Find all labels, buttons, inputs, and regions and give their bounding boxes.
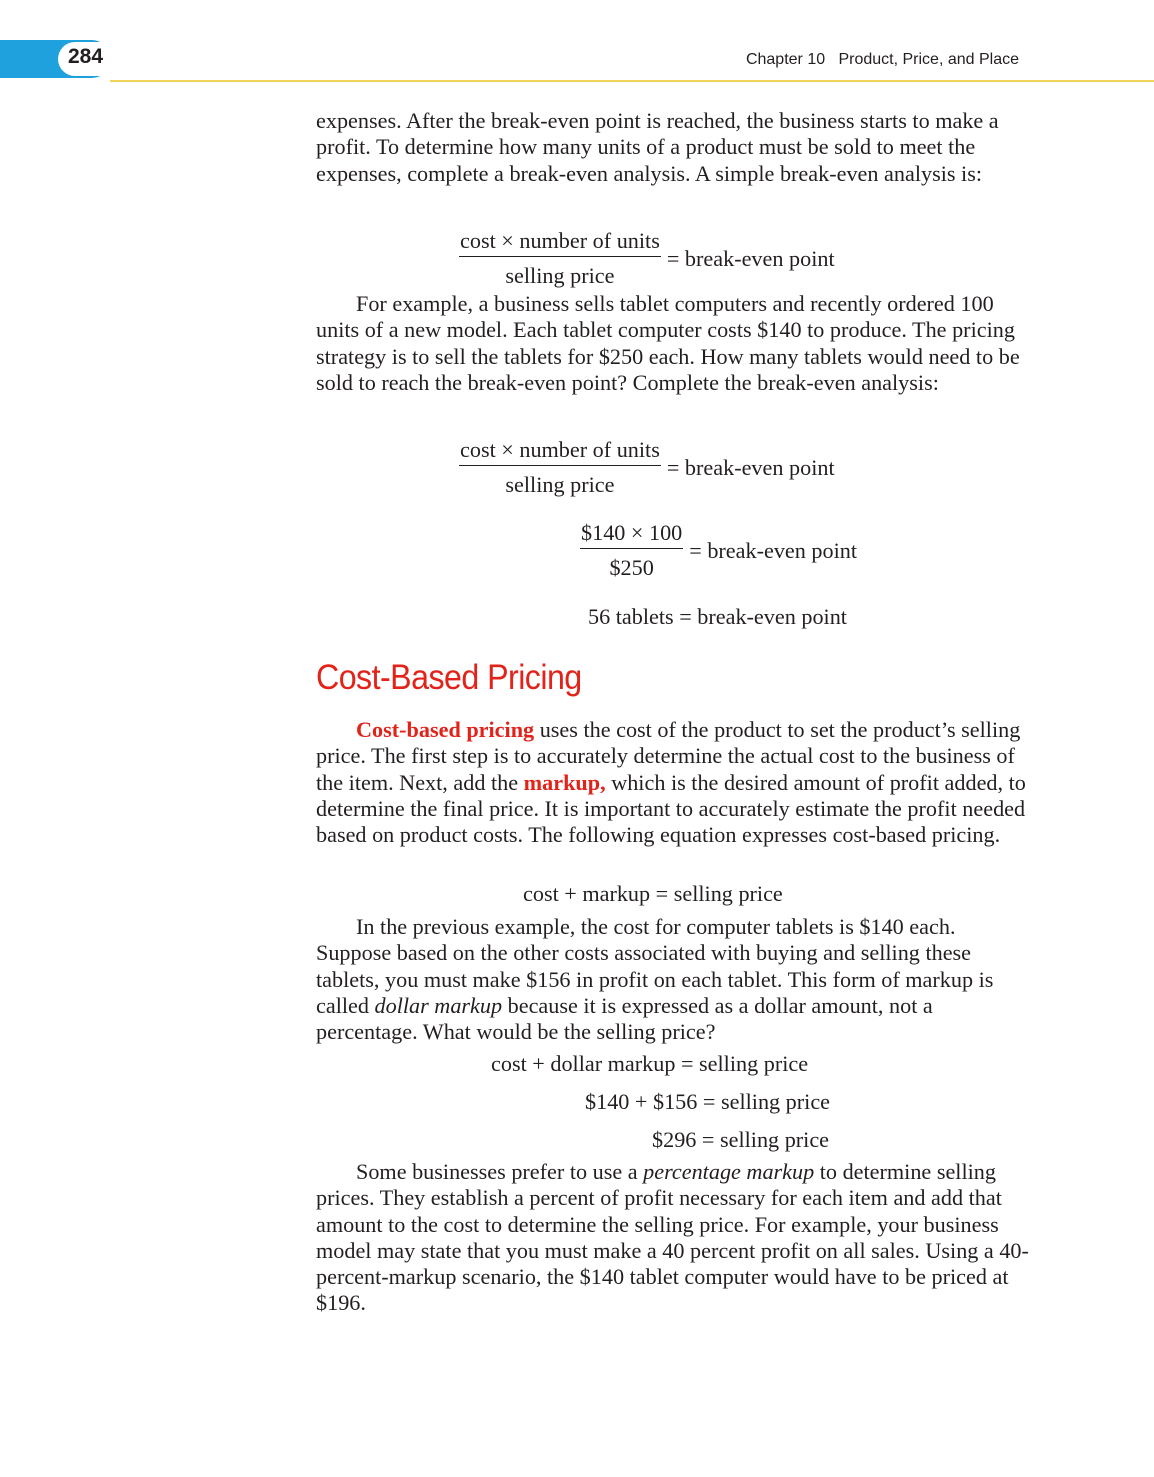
running-head: Chapter 10 Product, Price, and Place: [745, 51, 1019, 68]
paragraph-5-text-2: to determine selling prices. They establish a percent of profit necessary for each item and add that amount to the cost to determine the selling price. For example, your business model may state that you must make a 40 percent profit on all sales. Using a 40-percent-markup scenario, the $140 tablet computer would have to be priced at $196.: [316, 1159, 1029, 1316]
equation-rhs: = break-even point: [666, 454, 835, 480]
paragraph-4-text-1: In the previous example, the cost for computer tablets is $140 each. Suppose based on the other costs associated with buying and selling these tablets, you must make $156 in profit on each tablet. This form of markup is called: [316, 914, 994, 1018]
equation-break-even-result: [588, 604, 847, 630]
paragraph-2: For example, a business sells tablet computers and recently ordered 100 units of a new model. Each tablet computer costs $140 to produce. The pricing strategy is to sell the tablets for $250 each. How many tablets would need to be sold to reach the break-even point? Complete the break-even analysis:: [316, 291, 1020, 395]
paragraph-4: [316, 914, 1031, 1045]
paragraph-5: [316, 1159, 1031, 1317]
equation-rhs: = break-even point: [679, 604, 847, 629]
section-heading: Cost-Based Pricing: [316, 658, 582, 697]
fraction-denominator: selling price: [505, 472, 615, 497]
paragraph-2-container: [316, 291, 1031, 396]
equation-break-even-formula-2: [459, 437, 835, 498]
paragraph-3: [316, 717, 1031, 848]
key-term-markup: markup,: [523, 769, 606, 795]
paragraph-3-container: [316, 717, 1031, 848]
paragraph-4-container: [316, 914, 1031, 1045]
term-percentage-markup: percentage markup: [643, 1159, 815, 1184]
term-dollar-markup: dollar markup: [374, 992, 503, 1018]
equation-dollar-markup-result: $296 = selling price: [652, 1127, 830, 1152]
paragraph-5-container: [316, 1159, 1031, 1317]
equation-dollar-markup-values: $140 + $156 = selling price: [585, 1089, 831, 1114]
equation-break-even-values: [580, 520, 857, 581]
fraction: [459, 228, 661, 289]
equation-lhs: 56 tablets: [588, 604, 674, 629]
equation-break-even-formula-1: [459, 228, 835, 289]
equation-cost-based-pricing: cost + markup = selling price: [523, 881, 783, 906]
equation-dollar-markup: cost + dollar markup = selling price: [491, 1051, 809, 1076]
header-rule: [110, 80, 1154, 82]
key-term-cost-based-pricing: Cost-based pricing: [356, 717, 535, 742]
paragraph-5-text-1: Some businesses prefer to use a: [356, 1159, 644, 1184]
paragraph-1-container: [316, 108, 1031, 187]
fraction: [580, 520, 683, 581]
paragraph-1: expenses. After the break-even point is reached, the business starts to make a profit. To determine how many units of a product must be sold to meet the expenses, complete a break-even analysis. A simple break-even analysis is:: [316, 108, 999, 186]
fraction-numerator: cost × number of units: [459, 228, 661, 257]
paragraph-3-text-1: uses the cost of the product to set the product’s selling price. The first step is to accurately determine the actual cost to the business of the item. Next, add the: [316, 717, 1021, 795]
fraction-denominator: $250: [609, 555, 654, 580]
page-number: 284: [68, 45, 104, 68]
fraction-denominator: selling price: [505, 263, 615, 288]
fraction-numerator: cost × number of units: [459, 437, 661, 466]
paragraph-4-text-2: because it is expressed as a dollar amount, not a percentage. What would be the selling price?: [316, 992, 933, 1045]
equation-rhs: = break-even point: [689, 537, 858, 563]
fraction: [459, 437, 661, 498]
equation-rhs: = break-even point: [666, 245, 835, 271]
paragraph-3-text-2: which is the desired amount of profit added, to determine the final price. It is important to accurately estimate the profit needed based on product costs. The following equation expresses cost-based pricing.: [316, 769, 1026, 848]
fraction-numerator: $140 × 100: [580, 520, 683, 549]
